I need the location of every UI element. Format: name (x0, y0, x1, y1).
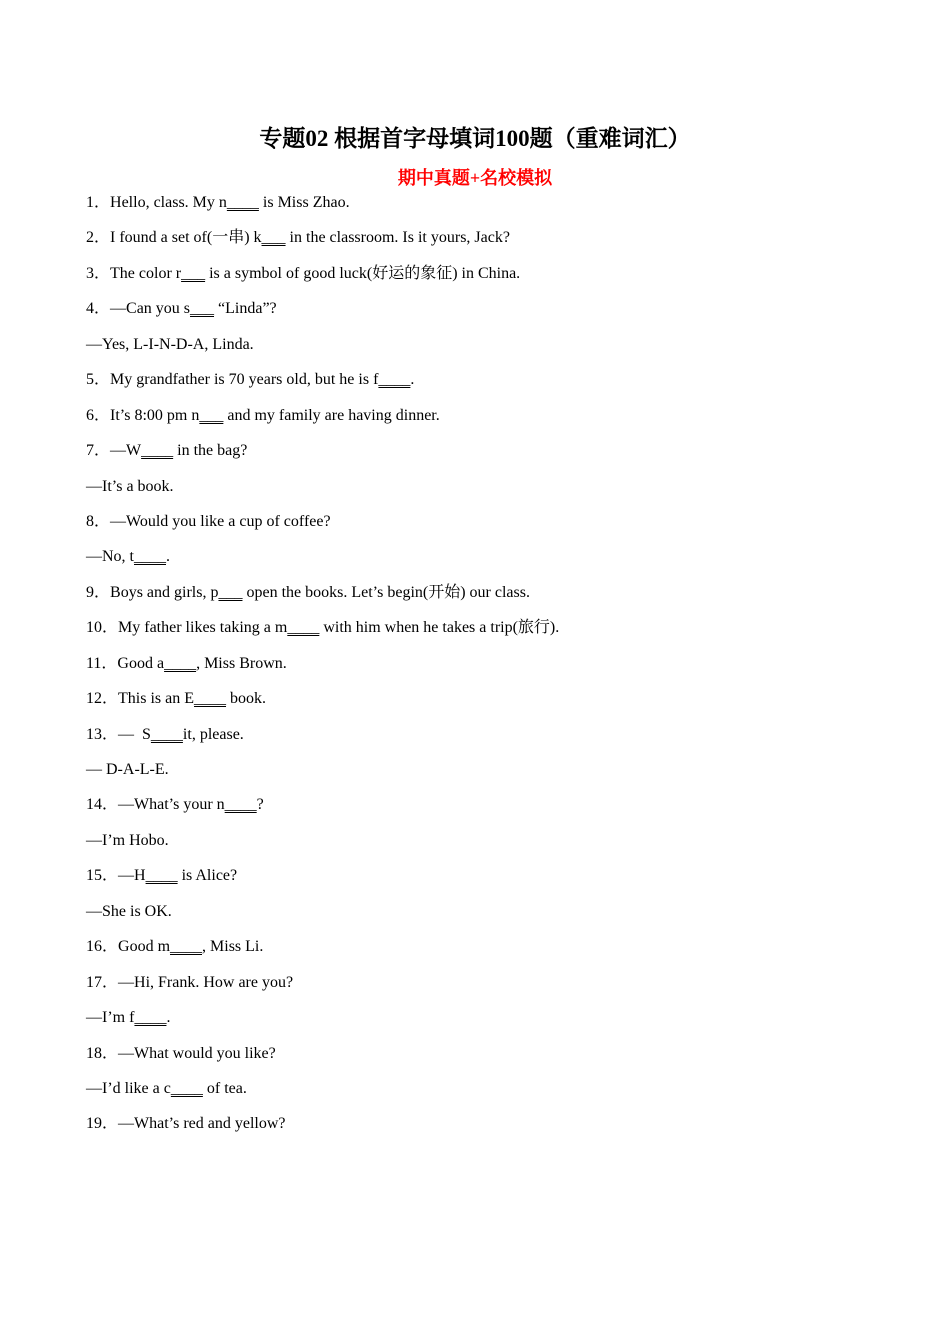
answer-line (86, 755, 906, 790)
fill-blank: ___ (218, 583, 243, 601)
line-text: . (166, 1009, 171, 1027)
answer-line (86, 897, 906, 932)
line-text: I found a set of(一串) k (110, 229, 262, 247)
question-number: 14． (86, 796, 119, 814)
fill-blank: ____ (134, 1009, 167, 1027)
answer-line (86, 472, 906, 507)
question-number: 7． (86, 442, 111, 460)
question-number: 5． (86, 371, 111, 389)
question-line (86, 259, 906, 294)
question-line (86, 720, 906, 755)
question-number: 4． (86, 300, 111, 318)
question-line (86, 436, 906, 471)
answer-line (86, 1003, 906, 1038)
question-number: 19． (86, 1115, 119, 1133)
line-text: , Miss Brown. (196, 654, 287, 672)
line-text: —H (118, 867, 146, 885)
question-line (86, 790, 906, 825)
line-text: Boys and girls, p (110, 583, 219, 601)
answer-line (86, 542, 906, 577)
line-text: —I’m Hobo. (86, 831, 169, 849)
question-line (86, 684, 906, 719)
fill-blank: ____ (194, 690, 227, 708)
line-text: —I’d like a c (86, 1079, 171, 1097)
line-text: it, please. (182, 725, 244, 743)
question-number: 18． (86, 1044, 119, 1062)
question-number: 6． (86, 406, 111, 424)
line-text: It’s 8:00 pm n (110, 406, 200, 424)
line-text: —Hi, Frank. How are you? (118, 973, 294, 991)
question-line (86, 861, 906, 896)
line-text: is Alice? (177, 867, 238, 885)
question-number: 15． (86, 867, 119, 885)
fill-blank: ___ (190, 300, 215, 318)
line-text: and my family are having dinner. (223, 406, 440, 424)
fill-blank: ____ (170, 1079, 203, 1097)
answer-line (86, 826, 906, 861)
line-text: — S (118, 725, 151, 743)
fill-blank: ___ (199, 406, 224, 424)
fill-blank: ____ (150, 725, 183, 743)
question-line (86, 507, 906, 542)
line-text: This is an E (118, 690, 195, 708)
line-text: Hello, class. My n (110, 194, 227, 211)
question-number: 9． (86, 583, 111, 601)
fill-blank: ___ (261, 229, 286, 247)
line-text: —Yes, L-I-N-D-A, Linda. (86, 335, 254, 353)
line-text: —It’s a book. (86, 477, 174, 495)
line-text: —What’s red and yellow? (118, 1115, 286, 1133)
line-text: . (166, 548, 170, 566)
line-text: —W (110, 442, 142, 460)
line-text: —What would you like? (118, 1044, 276, 1062)
line-text: is a symbol of good luck(好运的象征) in China. (205, 264, 521, 282)
line-text: with him when he takes a trip(旅行). (319, 619, 560, 637)
line-text: —She is OK. (86, 902, 172, 920)
answer-line (86, 330, 906, 365)
fill-blank: ____ (378, 371, 411, 389)
fill-blank: ___ (181, 264, 206, 282)
question-line (86, 188, 906, 223)
fill-blank: ____ (224, 796, 257, 814)
line-text: My grandfather is 70 years old, but he is f (110, 371, 379, 389)
fill-blank: ____ (145, 867, 178, 885)
line-text: — D-A-L-E. (86, 761, 169, 778)
question-line (86, 365, 906, 400)
question-number: 8． (86, 512, 111, 530)
question-number: 3． (86, 264, 111, 282)
line-text: open the books. Let’s begin(开始) our class. (242, 583, 530, 601)
fill-blank: ____ (134, 548, 166, 566)
fill-blank: ____ (226, 194, 259, 211)
fill-blank: ____ (141, 442, 174, 460)
page-title: 专题02 根据首字母填词100题（重难词汇） (259, 126, 691, 151)
question-number: 10． (86, 619, 119, 637)
page-subtitle: 期中真题+名校模拟 (397, 168, 553, 188)
question-number: 16． (86, 938, 119, 956)
fill-blank: ____ (170, 938, 203, 956)
question-line (86, 223, 906, 258)
line-text: The color r (110, 264, 182, 282)
question-number: 2． (86, 229, 111, 247)
line-text: Good a (117, 654, 165, 672)
question-line (86, 401, 906, 436)
line-text: —Would you like a cup of coffee? (110, 512, 331, 530)
line-text: in the bag? (173, 442, 248, 460)
line-text: ? (256, 796, 264, 814)
question-number: 11． (86, 654, 118, 672)
line-text: , Miss Li. (202, 938, 264, 956)
question-line (86, 1109, 906, 1144)
line-text: is Miss Zhao. (258, 194, 350, 211)
line-text: book. (226, 690, 267, 708)
question-line (86, 968, 906, 1003)
question-number: 13． (86, 725, 119, 743)
answer-line (86, 1074, 906, 1109)
line-text: Good m (118, 938, 171, 956)
question-line (86, 294, 906, 329)
line-text: My father likes taking a m (118, 619, 288, 637)
question-line (86, 613, 906, 648)
question-line (86, 578, 906, 613)
question-number: 17． (86, 973, 119, 991)
line-text: —I’m f (86, 1009, 135, 1027)
line-text: . (410, 371, 415, 389)
question-line (86, 649, 906, 684)
line-text: —What’s your n (118, 796, 225, 814)
line-text: —No, t (86, 548, 134, 566)
question-list (86, 188, 906, 1145)
fill-blank: ____ (287, 619, 320, 637)
line-text: in the classroom. Is it yours, Jack? (285, 229, 510, 247)
line-text: of tea. (202, 1079, 247, 1097)
question-line (86, 932, 906, 967)
question-line (86, 1039, 906, 1074)
line-text: “Linda”? (214, 300, 277, 318)
question-number: 12． (86, 690, 119, 708)
fill-blank: ____ (164, 654, 197, 672)
line-text: —Can you s (110, 300, 191, 318)
question-number: 1． (86, 194, 111, 211)
